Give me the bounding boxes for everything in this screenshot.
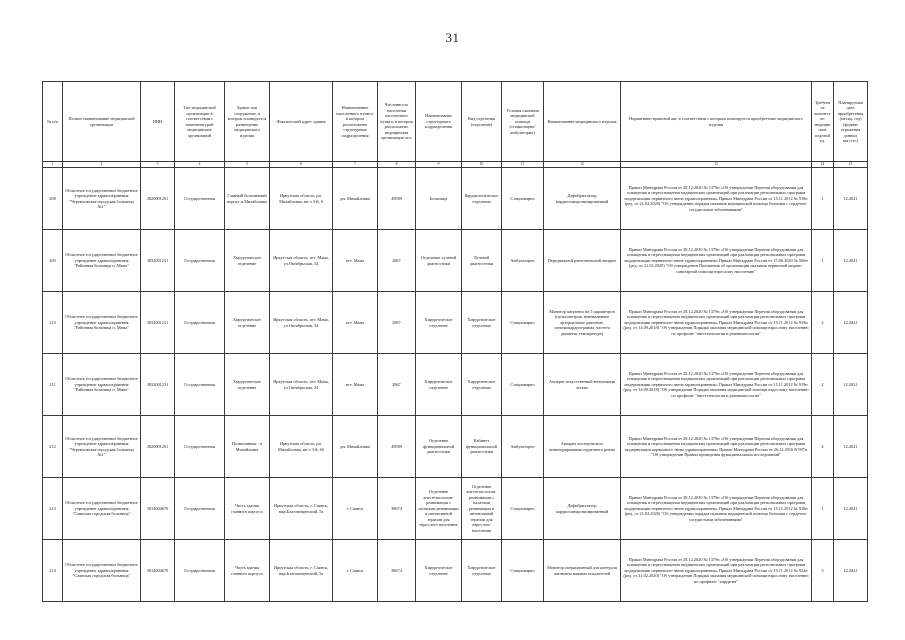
column-header: Фактический адрес здания <box>270 82 333 162</box>
quantity-cell: 2 <box>812 292 834 354</box>
department-cell: Кабинет функциональной диагностики <box>462 416 502 478</box>
building-cell: Хирургическое отделение <box>225 292 270 354</box>
conditions-cell: Стационарно <box>502 168 544 230</box>
inn-cell: 3832001231 <box>141 292 175 354</box>
legal-act-cell: Приказ Минздрава России от 28.12.2020 № 1379н «Об утверждении Перечня оборудования для оснащения и переоснащения медицинских организаций при реализации региональных программ модернизации первичного звена здравоохранения» Приказ Минздрава России от 15.11.2012 № 922н (ред. от 21.02.2020) "Об утверждении Порядка оказания медицинской помощи взрослому населению по профилю "хирургия" <box>621 540 812 602</box>
column-header: Наименование структурного подразделения <box>416 82 462 162</box>
department-cell: Хирургическое отделение <box>462 292 502 354</box>
department-cell: Кардиологическое отделение <box>462 168 502 230</box>
department-cell: Хирургическое отделение <box>462 540 502 602</box>
column-header: Тип медицинской организации в соответствии с номенклатурой медицинских организаций <box>175 82 225 162</box>
organization-name: Областное государственное бюджетное учреждение здравоохранения "Саянская городская больница" <box>63 478 141 540</box>
column-header: ИНН <box>141 82 175 162</box>
date-cell: 12.2021 <box>834 540 868 602</box>
address-cell: Иркутская область, рп. Михайловка, кв-л 3-й, 6 <box>270 168 333 230</box>
row-number: 212 <box>43 416 63 478</box>
building-cell: Главный больничный корпус п.Михайловка <box>225 168 270 230</box>
row-number: 208 <box>43 168 63 230</box>
column-number: 7 <box>333 162 378 168</box>
inn-cell: 3832001231 <box>141 230 175 292</box>
column-header: Нормативно-правовой акт, в соответствии с которым планируется приобретение медицинского изделия <box>621 82 812 162</box>
organization-name: Областное государственное бюджетное учреждение здравоохранения "Черемховская городская больница №1" <box>63 416 141 478</box>
unit-cell: Отделение лучевой диагностики <box>416 230 462 292</box>
org-type-cell: Государственная <box>175 168 225 230</box>
building-cell: Часть здания главного корпуса <box>225 540 270 602</box>
organization-name: Областное государственное бюджетное учреждение здравоохранения "Районная больница п. Мама" <box>63 292 141 354</box>
column-number: 11 <box>502 162 544 168</box>
row-number: 210 <box>43 292 63 354</box>
address-cell: Иркутская область, пгт. Мама, ул.Октябрьская, 34 <box>270 230 333 292</box>
quantity-cell: 1 <box>812 478 834 540</box>
column-number: 4 <box>175 162 225 168</box>
table-row <box>43 230 868 292</box>
table-row <box>43 168 868 230</box>
unit-cell: Отделение функциональной диагностики <box>416 416 462 478</box>
column-number: 1 <box>43 162 63 168</box>
org-type-cell: Государственная <box>175 416 225 478</box>
date-cell: 12.2021 <box>834 478 868 540</box>
date-cell: 12.2021 <box>834 230 868 292</box>
legal-act-cell: Приказ Минздрава России от 28.12.2020 № 1379н «Об утверждении Перечня оборудования для оснащения и переоснащения медицинских организаций при реализации региональных программ модернизации первичного звена здравоохранения» Приказ Минздрава России от 15.11.2012 № 918н (ред. от 21.02.2020) "Об утверждении порядка оказания медицинской помощи больным с сердечно-сосудистыми заболеваниями" <box>621 168 812 230</box>
legal-act-cell: Приказ Минздрава России от 28.12.2020 № 1379н «Об утверждении Перечня оборудования для оснащения и переоснащения медицинских организаций при реализации региональных программ модернизации первичного звена здравоохранения» Приказ Минздрава России от 15.11.2012 № 919н (ред. от 14.09.2018) "Об утверждении Порядка оказания медицинской помощи взрослому населению по профилю "анестезиология и реаниматология" <box>621 354 812 416</box>
inn-cell: 3814004670 <box>141 478 175 540</box>
legal-act-cell: Приказ Минздрава России от 28.12.2020 № 1379н «Об утверждении Перечня оборудования для оснащения и переоснащения медицинских организаций при реализации региональных программ модернизации первичного звена здравоохранения» Приказ Минздрава России от 15.06.2020 № 560н (ред. от 21.02.2020) "Об утверждении Положения об организации оказания первичной медико-санитарной помощи взрослому населению" <box>621 230 812 292</box>
building-cell: Хирургическое отделение <box>225 354 270 416</box>
row-number: 214 <box>43 540 63 602</box>
building-cell: Поликлиника - п Михайловка <box>225 416 270 478</box>
column-number: 13 <box>621 162 812 168</box>
device-cell: Передвижной рентгеновский аппарат <box>544 230 621 292</box>
device-cell: Аппарат холтеровского мониторирования сердечного ритма <box>544 416 621 478</box>
conditions-cell: Стационарно <box>502 292 544 354</box>
conditions-cell: Стационарно <box>502 354 544 416</box>
locality-cell: пгт. Мама <box>333 292 378 354</box>
device-cell: Аппарат искусственной вентиляции легких <box>544 354 621 416</box>
unit-cell: Хирургическое отделение <box>416 354 462 416</box>
equipment-table <box>42 81 868 602</box>
conditions-cell: Стационарно <box>502 540 544 602</box>
population-cell: 2867 <box>378 230 416 292</box>
address-cell: Иркутская область, пгт. Мама, ул.Октябрьская, 34 <box>270 354 333 416</box>
locality-cell: рп. Михайловка <box>333 168 378 230</box>
building-cell: Часть здания главного корпуса <box>225 478 270 540</box>
building-cell: Хирургическое отделение <box>225 230 270 292</box>
header-row <box>43 82 868 162</box>
org-type-cell: Государственная <box>175 230 225 292</box>
locality-cell: г. Саянск <box>333 478 378 540</box>
page-number: 31 <box>445 30 460 45</box>
column-number: 5 <box>225 162 270 168</box>
org-type-cell: Государственная <box>175 292 225 354</box>
date-cell: 12.2021 <box>834 354 868 416</box>
device-cell: Дефибриллятор кардиосинхронизированный <box>544 478 621 540</box>
column-header: Планируемая дата приобретения (месяц, год) (формат отражения данных мм.гггг.) <box>834 82 868 162</box>
organization-name: Областное государственное бюджетное учреждение здравоохранения "Саянская городская больница" <box>63 540 141 602</box>
population-cell: 38674 <box>378 540 416 602</box>
locality-cell: г. Саянск <box>333 540 378 602</box>
locality-cell: рп. Михайловка <box>333 416 378 478</box>
column-number: 14 <box>812 162 834 168</box>
legal-act-cell: Приказ Минздрава России от 28.12.2020 № 1379н «Об утверждении Перечня оборудования для оснащения и переоснащения медицинских организаций при реализации региональных программ модернизации первичного звена здравоохранения» Приказ Минздрава России от 15.11.2012 № 918н (ред. от 21.02.2020) "Об утверждении порядка оказания медицинской помощи больным с сердечно-сосудистыми заболеваниями" <box>621 478 812 540</box>
column-number: 6 <box>270 162 333 168</box>
quantity-cell: 1 <box>812 230 834 292</box>
column-number: 10 <box>462 162 502 168</box>
row-number: 209 <box>43 230 63 292</box>
date-cell: 12.2021 <box>834 292 868 354</box>
column-header: Наименование населенного пункта, в котором расположены структурные подразделения <box>333 82 378 162</box>
quantity-cell: 3 <box>812 540 834 602</box>
department-cell: Хирургическое отделение <box>462 354 502 416</box>
inn-cell: 3832001231 <box>141 354 175 416</box>
column-header: Численность населения населенного пункта, в котором расположено медицинская организация чел. <box>378 82 416 162</box>
column-header: Условия оказания медицинской помощи (стационарно/амбулаторно) <box>502 82 544 162</box>
address-cell: Иркутская область, рп. Михайловка, кв-л 3-й, 6б <box>270 416 333 478</box>
unit-cell: Больница <box>416 168 462 230</box>
population-cell: 38674 <box>378 478 416 540</box>
table-header <box>43 82 868 168</box>
org-type-cell: Государственная <box>175 354 225 416</box>
unit-cell: Отделение анестезиологии-реанимации с палатами реанимации и интенсивной терапии для взрослого населения <box>416 478 462 540</box>
row-number: 213 <box>43 478 63 540</box>
org-type-cell: Государственная <box>175 540 225 602</box>
inn-cell: 3814004670 <box>141 540 175 602</box>
column-header: Здание или сооружение, в котором планируется размещение медицинского изделия <box>225 82 270 162</box>
table-row <box>43 354 868 416</box>
column-header: Полное наименование медицинской организации <box>63 82 141 162</box>
unit-cell: Хирургическое отделение <box>416 540 462 602</box>
column-number: 2 <box>63 162 141 168</box>
population-cell: 49989 <box>378 168 416 230</box>
column-header: Наименование медицинского изделия <box>544 82 621 162</box>
quantity-cell: 1 <box>812 168 834 230</box>
row-number: 211 <box>43 354 63 416</box>
quantity-cell: 2 <box>812 354 834 416</box>
quantity-cell: 4 <box>812 416 834 478</box>
column-header: № п/п <box>43 82 63 162</box>
date-cell: 12.2021 <box>834 168 868 230</box>
department-cell: Лучевой диагностики <box>462 230 502 292</box>
organization-name: Областное государственное бюджетное учреждение здравоохранения "Районная больница п. Мама" <box>63 230 141 292</box>
column-header: Вид отделения (отделение) <box>462 82 502 162</box>
device-cell: Монитор пациента на 5 параметров (пульсометрия, неинвазивное артериальное давление, электрокардиограмма, частота дыхания, температура) <box>544 292 621 354</box>
unit-cell: Хирургическое отделение <box>416 292 462 354</box>
device-cell: Монитор операционный для контроля жизненно важных показателей <box>544 540 621 602</box>
locality-cell: пгт. Мама <box>333 230 378 292</box>
column-number: 3 <box>141 162 175 168</box>
address-cell: Иркутская область, г. Саянск, мкр.Благовещенский, 5а <box>270 540 333 602</box>
locality-cell: пгт. Мама <box>333 354 378 416</box>
date-cell: 12.2021 <box>834 416 868 478</box>
population-cell: 2867 <box>378 354 416 416</box>
table-row <box>43 292 868 354</box>
legal-act-cell: Приказ Минздрава России от 28.12.2020 № 1379н «Об утверждении Перечня оборудования для оснащения и переоснащения медицинских организаций при реализации региональных программ модернизации первичного звена здравоохранения» Приказ Минздрава России от 15.11.2012 № 919н (ред. от 14.09.2018) "Об утверждении Порядка оказания медицинской помощи взрослому населению по профилю "анестезиология и реаниматология" <box>621 292 812 354</box>
legal-act-cell: Приказ Минздрава России от 28.12.2020 № 1379н «Об утверждении Перечня оборудования для оснащения и переоснащения медицинских организаций при реализации региональных программ модернизации первичного звена здравоохранения» Приказ Минздрава России от 26.12.2016 N 997н "Об утверждении Правил проведения функциональных исследований" <box>621 416 812 478</box>
population-cell: 49989 <box>378 416 416 478</box>
organization-name: Областное государственное бюджетное учреждение здравоохранения "Районная больница п. Мама" <box>63 354 141 416</box>
table-row <box>43 540 868 602</box>
table-row <box>43 416 868 478</box>
org-type-cell: Государственная <box>175 478 225 540</box>
organization-name: Областное государственное бюджетное учреждение здравоохранения "Черемховская городская больница №1" <box>63 168 141 230</box>
department-cell: Отделение анестезиологии-реанимации с палатами реанимации и интенсивной терапии для взрослого населения <box>462 478 502 540</box>
column-header: Требуемое количество медицинских изделий ед. <box>812 82 834 162</box>
device-cell: Дефибриллятор кардиосинхронизированный <box>544 168 621 230</box>
conditions-cell: Амбулаторно <box>502 416 544 478</box>
conditions-cell: Амбулаторно <box>502 230 544 292</box>
table-row <box>43 478 868 540</box>
inn-cell: 3820001261 <box>141 168 175 230</box>
conditions-cell: Стационарно <box>502 478 544 540</box>
column-number: 12 <box>544 162 621 168</box>
column-number: 15 <box>834 162 868 168</box>
inn-cell: 3820001261 <box>141 416 175 478</box>
column-number: 9 <box>416 162 462 168</box>
population-cell: 2867 <box>378 292 416 354</box>
address-cell: Иркутская область, пгт. Мама, ул.Октябрьская, 34 <box>270 292 333 354</box>
column-number: 8 <box>378 162 416 168</box>
address-cell: Иркутская область, г. Саянск, мкр.Благовещенский, 5а <box>270 478 333 540</box>
table-body <box>43 168 868 602</box>
